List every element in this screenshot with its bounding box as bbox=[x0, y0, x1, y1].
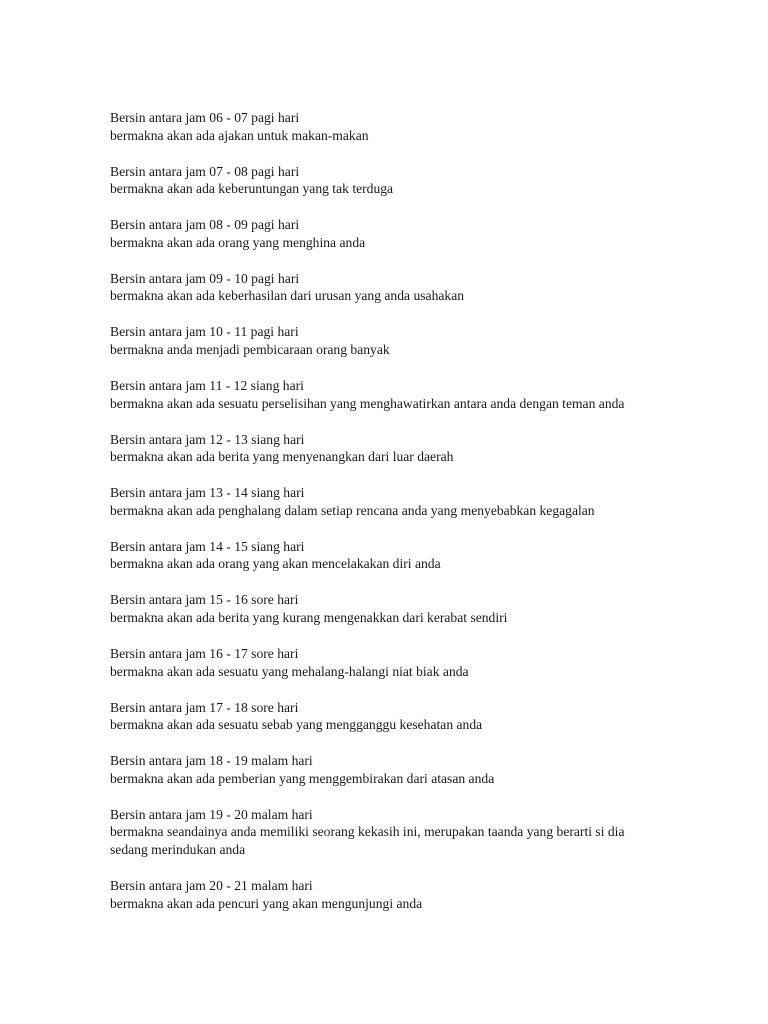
entry-time: Bersin antara jam 08 - 09 pagi hari bbox=[110, 217, 300, 233]
entry-time: Bersin antara jam 12 - 13 siang hari bbox=[110, 431, 305, 447]
entry-time: Bersin antara jam 06 - 07 pagi hari bbox=[110, 110, 300, 125]
entry-10-11 bbox=[110, 323, 650, 358]
entry-11-12 bbox=[110, 377, 650, 412]
entry-meaning: bermakna akan ada sesuatu sebab yang mengganggu kesehatan anda bbox=[110, 717, 483, 733]
entry-07-08 bbox=[110, 163, 650, 198]
entry-meaning: bermakna akan ada sesuatu yang mehalang-halangi niat biak anda bbox=[110, 663, 469, 679]
entry-time: Bersin antara jam 09 - 10 pagi hari bbox=[110, 270, 300, 286]
entry-12-13 bbox=[110, 431, 650, 466]
entry-time: Bersin antara jam 20 - 21 malam hari bbox=[110, 878, 313, 894]
entry-meaning: bermakna akan ada berita yang menyenangkan dari luar daerah bbox=[110, 449, 454, 465]
entry-time: Bersin antara jam 16 - 17 sore hari bbox=[110, 645, 299, 661]
entry-06-07 bbox=[110, 109, 650, 144]
entry-meaning: bermakna anda menjadi pembicaraan orang banyak bbox=[110, 342, 390, 358]
entry-08-09 bbox=[110, 216, 650, 251]
entry-meaning: bermakna akan ada keberuntungan yang tak terduga bbox=[110, 181, 394, 197]
entry-time: Bersin antara jam 17 - 18 sore hari bbox=[110, 699, 299, 715]
entry-17-18 bbox=[110, 699, 650, 734]
entry-13-14 bbox=[110, 484, 650, 519]
entry-14-15 bbox=[110, 538, 650, 573]
entry-meaning: bermakna akan ada keberhasilan dari urusan yang anda usahakan bbox=[110, 288, 465, 304]
entry-meaning: bermakna seandainya anda memiliki seorang kekasih ini, merupakan taanda yang berarti si dia sedang merindukan anda bbox=[110, 824, 625, 858]
entry-meaning: bermakna akan ada orang yang menghina anda bbox=[110, 234, 366, 250]
entry-time: Bersin antara jam 13 - 14 siang hari bbox=[110, 485, 305, 501]
entry-20-21 bbox=[110, 877, 650, 912]
entry-meaning: bermakna akan ada ajakan untuk makan-makan bbox=[110, 127, 369, 143]
entry-09-10 bbox=[110, 270, 650, 305]
entry-time: Bersin antara jam 18 - 19 malam hari bbox=[110, 753, 313, 769]
entry-16-17 bbox=[110, 645, 650, 680]
entry-meaning: bermakna akan ada berita yang kurang mengenakkan dari kerabat sendiri bbox=[110, 610, 508, 626]
entry-meaning: bermakna akan ada orang yang akan mencelakakan diri anda bbox=[110, 556, 441, 572]
entry-meaning: bermakna akan ada pencuri yang akan mengunjungi anda bbox=[110, 895, 423, 911]
entry-time: Bersin antara jam 19 - 20 malam hari bbox=[110, 806, 313, 822]
entry-meaning: bermakna akan ada pemberian yang menggembirakan dari atasan anda bbox=[110, 770, 495, 786]
document-page bbox=[110, 109, 650, 931]
entry-18-19 bbox=[110, 752, 650, 787]
entry-meaning: bermakna akan ada sesuatu perselisihan yang menghawatirkan antara anda dengan teman anda bbox=[110, 395, 625, 411]
entry-15-16 bbox=[110, 591, 650, 626]
entry-time: Bersin antara jam 15 - 16 sore hari bbox=[110, 592, 299, 608]
entry-time: Bersin antara jam 14 - 15 siang hari bbox=[110, 538, 305, 554]
entry-time: Bersin antara jam 10 - 11 pagi hari bbox=[110, 324, 299, 340]
entry-meaning: bermakna akan ada penghalang dalam setiap rencana anda yang menyebabkan kegagalan bbox=[110, 502, 595, 518]
entry-time: Bersin antara jam 07 - 08 pagi hari bbox=[110, 163, 300, 179]
entry-19-20 bbox=[110, 806, 650, 859]
entry-time: Bersin antara jam 11 - 12 siang hari bbox=[110, 377, 304, 393]
